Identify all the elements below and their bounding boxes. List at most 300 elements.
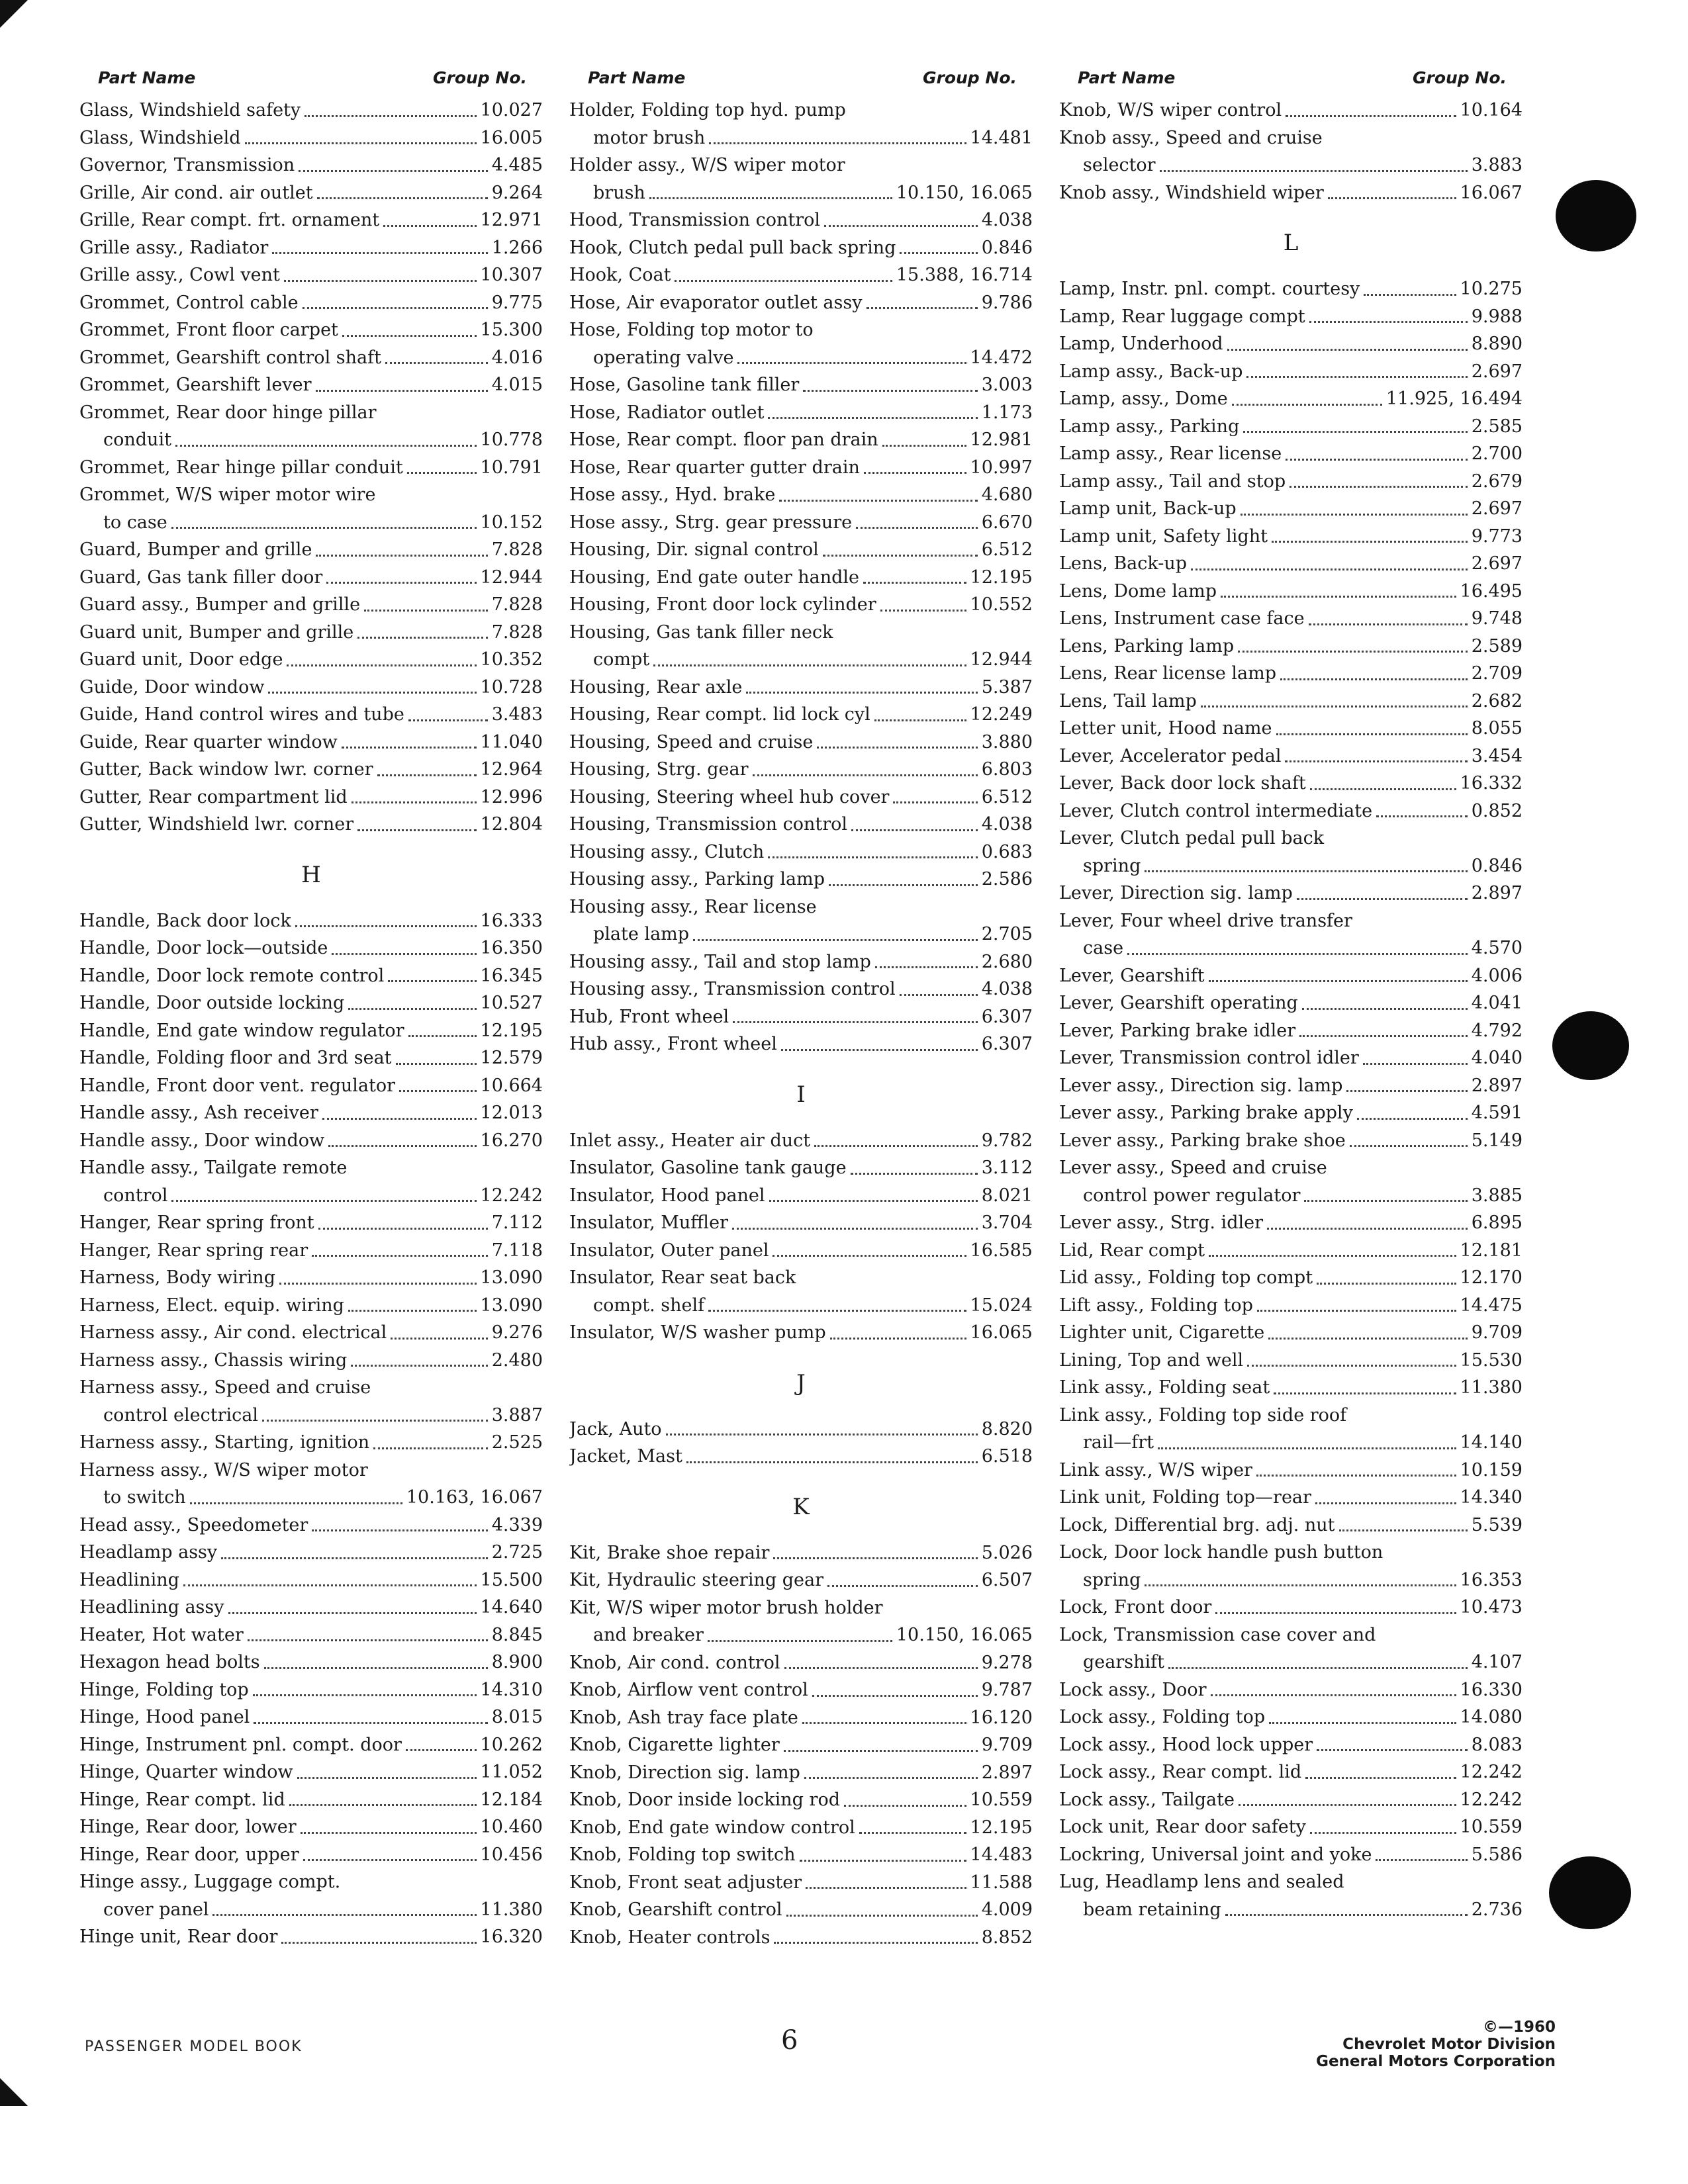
index-entry (1059, 1264, 1523, 1292)
index-entry (79, 934, 543, 962)
group-number: 15.500 (480, 1569, 543, 1590)
index-entry (569, 839, 1033, 866)
index-entry (1059, 1512, 1523, 1539)
group-number: 10.159 (1460, 1459, 1523, 1480)
index-entry (569, 1030, 1033, 1058)
part-name: Link assy., W/S wiper (1059, 1459, 1252, 1480)
part-name: Insulator, Gasoline tank gauge (569, 1158, 847, 1178)
group-number: 10.275 (1460, 279, 1523, 299)
group-number: 9.787 (981, 1680, 1033, 1700)
dot-leader (786, 1915, 978, 1917)
dot-leader (1221, 596, 1456, 598)
group-number: 12.195 (480, 1020, 543, 1041)
dot-leader (779, 500, 977, 502)
dot-leader (1310, 788, 1456, 790)
dot-leader (190, 1502, 402, 1504)
index-entry (79, 1319, 543, 1347)
group-number: 8.900 (491, 1652, 543, 1672)
index-entry (1059, 1127, 1523, 1155)
dot-leader (357, 829, 476, 831)
dot-leader (279, 1283, 477, 1285)
dot-leader (1309, 321, 1468, 323)
group-number: 8.021 (981, 1185, 1033, 1206)
index-entry (79, 729, 543, 756)
index-entry (1059, 989, 1523, 1017)
dot-leader (693, 939, 978, 941)
part-name-continued: rail—frt (1083, 1432, 1154, 1453)
group-number: 16.345 (480, 965, 543, 986)
dot-leader (171, 1200, 476, 1202)
group-number: 9.264 (491, 182, 543, 203)
part-name: Harness assy., Speed and cruise (79, 1377, 371, 1398)
dot-leader (1211, 1694, 1456, 1696)
part-name-header: Part Name (588, 68, 686, 87)
dot-leader (297, 1777, 477, 1779)
dot-leader (1232, 404, 1382, 406)
dot-leader (851, 829, 978, 831)
group-number: 16.065 (970, 1322, 1033, 1343)
dot-leader (1227, 349, 1468, 351)
group-number: 5.539 (1471, 1514, 1523, 1535)
dot-leader (769, 1200, 978, 1202)
dot-leader (1215, 1612, 1456, 1614)
dot-leader (272, 252, 487, 254)
group-number: 13.090 (480, 1295, 543, 1316)
dot-leader (806, 1887, 966, 1889)
group-number: 2.480 (491, 1349, 543, 1371)
part-name: Lamp assy., Parking (1059, 416, 1240, 437)
group-number: 10.163, 16.067 (406, 1487, 543, 1508)
group-number: 12.249 (970, 704, 1033, 725)
index-entry (1059, 578, 1523, 606)
dot-leader (332, 953, 476, 955)
part-name: Housing, Steering wheel hub cover (569, 786, 890, 807)
index-entry (569, 1731, 1033, 1759)
group-number: 2.736 (1471, 1899, 1523, 1920)
dot-leader (827, 1585, 978, 1587)
index-entry (569, 756, 1033, 784)
dot-leader (391, 1338, 487, 1340)
index-entry (1059, 880, 1523, 907)
group-number: 12.971 (480, 210, 543, 230)
dot-leader (1127, 953, 1468, 955)
part-name: Lever, Transmission control idler (1059, 1048, 1359, 1068)
group-number: 2.585 (1471, 416, 1523, 437)
part-name: Head assy., Speedometer (79, 1514, 308, 1535)
index-entry (79, 1704, 543, 1731)
dot-leader (781, 1049, 978, 1051)
group-number: 16.353 (1460, 1569, 1523, 1590)
index-entry (1059, 688, 1523, 715)
section-letter: J (796, 1369, 806, 1396)
dot-leader (408, 719, 488, 721)
part-name: Lid assy., Folding top compt (1059, 1267, 1313, 1288)
dot-leader (183, 1584, 477, 1586)
group-number: 10.473 (1460, 1597, 1523, 1617)
group-no-header: Group No. (922, 68, 1017, 87)
part-name: Knob, Air cond. control (569, 1652, 780, 1673)
parts-index (79, 61, 1562, 2020)
group-number: 16.120 (970, 1707, 1033, 1728)
dot-leader (1280, 678, 1468, 680)
part-name: Grille, Air cond. air outlet (79, 182, 313, 203)
part-name: Housing, Rear axle (569, 676, 743, 698)
group-number: 6.803 (981, 759, 1033, 780)
group-number: 10.527 (480, 993, 543, 1013)
group-number: 4.009 (981, 1899, 1033, 1920)
dot-leader (406, 1749, 477, 1751)
dot-leader (175, 445, 477, 447)
part-name: Housing assy., Transmission control (569, 979, 896, 999)
part-name: Hose assy., Hyd. brake (569, 484, 776, 505)
dot-leader (1376, 815, 1468, 817)
group-number: 3.112 (981, 1158, 1033, 1178)
index-entry (1059, 660, 1523, 688)
part-name: Guide, Hand control wires and tube (79, 704, 404, 725)
dot-leader (824, 225, 978, 227)
part-name: Lever, Four wheel drive transfer (1059, 910, 1352, 931)
part-name: Knob, Gearshift control (569, 1899, 782, 1920)
part-name: Hinge, Rear door, lower (79, 1817, 297, 1837)
group-number: 12.579 (480, 1048, 543, 1068)
dot-leader (317, 197, 488, 199)
group-number: 15.300 (480, 320, 543, 340)
group-number: 14.481 (970, 127, 1033, 148)
index-entry (1059, 934, 1523, 962)
index-entry (79, 1127, 543, 1155)
index-entry (79, 756, 543, 784)
index-entry (79, 701, 543, 729)
index-entry (1059, 1841, 1523, 1869)
dot-leader (863, 582, 966, 584)
binder-hole-top (1556, 180, 1636, 251)
part-name: Lid, Rear compt (1059, 1240, 1205, 1261)
index-entry (569, 344, 1033, 372)
group-number: 12.944 (480, 567, 543, 588)
part-name: Guide, Door window (79, 676, 265, 698)
part-name: Lens, Rear license lamp (1059, 663, 1277, 684)
index-entry (79, 907, 543, 935)
part-name: Lever assy., Direction sig. lamp (1059, 1075, 1343, 1096)
dot-leader (709, 142, 966, 144)
part-name: Lug, Headlamp lens and sealed (1059, 1872, 1344, 1892)
part-name: Harness assy., Air cond. electrical (79, 1322, 387, 1343)
dot-leader (812, 1695, 978, 1697)
group-number: 10.307 (480, 265, 543, 285)
part-name: Hose assy., Strg. gear pressure (569, 512, 853, 533)
dot-leader (264, 1667, 488, 1669)
dot-leader (212, 1914, 476, 1916)
group-number: 9.748 (1471, 608, 1523, 629)
dot-leader (732, 1228, 978, 1230)
index-entry (79, 1841, 543, 1869)
group-number: 16.067 (1460, 182, 1523, 203)
index-entry (1059, 1044, 1523, 1072)
index-entry (1059, 1758, 1523, 1786)
index-entry (79, 1264, 543, 1292)
group-number: 11.052 (480, 1762, 543, 1782)
part-name: Knob, Heater controls (569, 1927, 771, 1948)
part-name: Grommet, Control cable (79, 292, 299, 313)
group-number: 2.897 (981, 1762, 1033, 1783)
dot-leader (844, 1805, 966, 1807)
part-name: Hood, Transmission control (569, 210, 820, 230)
group-number: 14.340 (1460, 1487, 1523, 1508)
part-name: Lamp, assy., Dome (1059, 388, 1228, 409)
group-number: 16.585 (970, 1240, 1033, 1261)
index-entry (1059, 770, 1523, 797)
part-name: Grille assy., Radiator (79, 237, 269, 258)
group-number: 10.352 (480, 649, 543, 670)
copyright-year: ©—1960 (1482, 2019, 1556, 2036)
group-number: 9.709 (1471, 1322, 1523, 1343)
group-number: 9.988 (1471, 306, 1523, 327)
index-column-1 (79, 61, 543, 2020)
dot-leader (1145, 1584, 1456, 1586)
dot-leader (303, 307, 488, 309)
dot-leader (1276, 733, 1468, 735)
index-entry (569, 536, 1033, 564)
part-name: Harness, Elect. equip. wiring (79, 1295, 344, 1316)
group-number: 4.339 (491, 1514, 543, 1535)
part-name: Gutter, Windshield lwr. corner (79, 814, 354, 835)
group-number: 4.570 (1471, 938, 1523, 958)
part-name: Handle assy., Tailgate remote (79, 1158, 348, 1178)
dot-leader (1168, 1667, 1468, 1669)
index-entry (569, 1786, 1033, 1814)
group-number: 9.276 (491, 1322, 543, 1343)
group-number: 0.683 (981, 841, 1033, 862)
index-entry (569, 124, 1033, 152)
group-number: 9.775 (491, 292, 543, 313)
part-name: Link assy., Folding seat (1059, 1377, 1270, 1398)
dot-leader (900, 994, 978, 996)
part-name: Lockring, Universal joint and yoke (1059, 1844, 1372, 1865)
part-name: Lock, Door lock handle push button (1059, 1542, 1383, 1563)
index-entry (79, 674, 543, 702)
part-name: Harness assy., Starting, ignition (79, 1432, 370, 1453)
division-name: Chevrolet Motor Division (1342, 2036, 1556, 2053)
part-name-header: Part Name (98, 68, 196, 87)
index-entry (79, 811, 543, 839)
group-number: 2.709 (1471, 663, 1523, 684)
group-number: 11.380 (480, 1899, 543, 1920)
group-no-header: Group No. (1412, 68, 1507, 87)
section-letter: K (792, 1493, 810, 1520)
dot-leader (1269, 1722, 1456, 1724)
book-title: PASSENGER MODEL BOOK (85, 2038, 303, 2055)
group-number: 16.495 (1460, 580, 1523, 602)
dot-leader (1299, 1035, 1468, 1037)
index-entry (79, 1099, 543, 1127)
dot-leader (262, 1420, 488, 1422)
index-entry (569, 948, 1033, 976)
dot-leader (875, 966, 978, 968)
index-entry (79, 454, 543, 482)
index-entry (79, 1512, 543, 1539)
part-name: Hexagon head bolts (79, 1652, 260, 1672)
dot-leader (385, 362, 488, 364)
part-name: Knob, Door inside locking rod (569, 1790, 840, 1810)
part-name: Guard, Bumper and grille (79, 539, 312, 560)
index-entry (1059, 1182, 1523, 1210)
index-entry (569, 701, 1033, 729)
group-number: 16.330 (1460, 1679, 1523, 1700)
group-number: 12.996 (480, 786, 543, 807)
group-number: 4.040 (1471, 1048, 1523, 1068)
index-entry (1059, 1813, 1523, 1841)
part-name: Handle, Door outside locking (79, 993, 345, 1013)
group-number: 14.310 (480, 1679, 543, 1700)
part-name: Lift assy., Folding top (1059, 1295, 1253, 1316)
dot-leader (1268, 1338, 1467, 1340)
index-entry (79, 1017, 543, 1045)
dot-leader (867, 307, 978, 309)
group-number: 11.588 (970, 1872, 1033, 1893)
dot-leader (253, 1694, 477, 1696)
dot-leader (357, 637, 487, 639)
dot-leader (1286, 459, 1467, 461)
dot-leader (1256, 1475, 1456, 1477)
dot-leader (1239, 1804, 1456, 1806)
dot-leader (228, 1612, 477, 1614)
index-entry (79, 1786, 543, 1814)
part-name: Grommet, Gearshift control shaft (79, 347, 381, 368)
dot-leader (1364, 294, 1456, 296)
part-name: Glass, Windshield safety (79, 100, 301, 120)
group-number: 7.828 (491, 539, 543, 560)
part-name: Guard unit, Door edge (79, 649, 283, 670)
part-name: Housing assy., Tail and stop lamp (569, 951, 871, 972)
part-name: Kit, Brake shoe repair (569, 1542, 770, 1563)
part-name: Insulator, Muffler (569, 1212, 728, 1233)
index-entry (1059, 179, 1523, 207)
part-name: Grommet, W/S wiper motor wire (79, 484, 376, 505)
dot-leader (1201, 705, 1468, 707)
part-name: Hose, Gasoline tank filler (569, 375, 800, 395)
dot-leader (859, 1832, 966, 1834)
group-number: 4.107 (1471, 1652, 1523, 1672)
index-entry (79, 179, 543, 207)
group-number: 3.454 (1471, 745, 1523, 766)
index-entry (569, 811, 1033, 839)
dot-leader (377, 774, 477, 776)
dot-leader (322, 1118, 477, 1120)
dot-leader (653, 664, 966, 666)
group-number: 2.700 (1471, 443, 1523, 464)
index-entry (569, 234, 1033, 262)
group-number: 4.038 (981, 814, 1033, 835)
index-entry (1059, 743, 1523, 770)
group-number: 4.038 (981, 979, 1033, 999)
index-entry (79, 1237, 543, 1265)
index-entry (79, 989, 543, 1017)
dot-leader (1209, 1255, 1456, 1257)
group-number: 4.792 (1471, 1020, 1523, 1041)
part-name: Inlet assy., Heater air duct (569, 1130, 811, 1151)
index-entry (79, 646, 543, 674)
dot-leader (768, 856, 977, 858)
index-entry (79, 206, 543, 234)
index-entry (569, 1154, 1033, 1182)
dot-leader (248, 1639, 488, 1641)
dot-leader (1317, 1283, 1456, 1285)
index-entry (1059, 1649, 1523, 1676)
part-name: Hose, Rear compt. floor pan drain (569, 430, 878, 450)
group-number: 4.591 (1471, 1103, 1523, 1123)
group-number: 2.697 (1471, 361, 1523, 382)
dot-leader (364, 610, 488, 612)
part-name: Insulator, Hood panel (569, 1185, 765, 1206)
part-name: Knob, Direction sig. lamp (569, 1762, 800, 1783)
index-entry (1059, 605, 1523, 633)
group-number: 7.112 (491, 1212, 543, 1233)
group-number: 14.472 (970, 347, 1033, 368)
group-number: 7.828 (491, 594, 543, 615)
part-name: Lock, Transmission case cover and (1059, 1624, 1376, 1645)
group-number: 2.586 (981, 869, 1033, 889)
part-name: Handle, Door lock remote control (79, 965, 385, 986)
group-number: 5.387 (981, 676, 1033, 698)
dot-leader (708, 1310, 966, 1312)
dot-leader (864, 472, 966, 474)
part-name: Lamp assy., Rear license (1059, 443, 1282, 464)
index-entry (79, 316, 543, 344)
index-entry (1059, 303, 1523, 331)
dot-leader (305, 115, 476, 117)
dot-leader (1289, 486, 1468, 488)
dot-leader (245, 142, 477, 144)
part-name: Lamp assy., Tail and stop (1059, 471, 1286, 492)
part-name: Handle, Front door vent. regulator (79, 1075, 396, 1096)
dot-leader (348, 1008, 476, 1010)
dot-leader (1267, 1228, 1468, 1230)
dot-leader (851, 1173, 978, 1175)
part-name: Housing assy., Parking lamp (569, 869, 825, 889)
group-number: 8.890 (1471, 334, 1523, 354)
group-number: 0.852 (1471, 800, 1523, 821)
dot-leader (328, 1145, 476, 1147)
part-name: Hinge, Instrument pnl. compt. door (79, 1734, 402, 1755)
index-entry (569, 1539, 1033, 1567)
index-entry (569, 481, 1033, 509)
part-name: Lens, Back-up (1059, 553, 1188, 574)
part-name: Guide, Rear quarter window (79, 731, 338, 752)
index-entry (79, 1813, 543, 1841)
group-number: 2.725 (491, 1542, 543, 1563)
part-name: Grommet, Rear hinge pillar conduit (79, 457, 403, 478)
part-name: Lens, Tail lamp (1059, 690, 1197, 711)
group-number: 6.518 (981, 1446, 1033, 1467)
index-entry (79, 1484, 543, 1512)
part-name: Gutter, Rear compartment lid (79, 786, 348, 807)
dot-leader (784, 1667, 978, 1669)
part-name: Knob assy., Windshield wiper (1059, 182, 1324, 203)
index-entry (569, 1319, 1033, 1347)
group-number: 6.307 (981, 1034, 1033, 1054)
dot-leader (373, 1447, 488, 1449)
index-entry (569, 1237, 1033, 1265)
group-number: 10.150, 16.065 (896, 1625, 1033, 1645)
part-name: Holder, Folding top hyd. pump (569, 100, 846, 120)
index-entry (1059, 1731, 1523, 1759)
part-name: Insulator, Outer panel (569, 1240, 769, 1261)
index-entry (79, 1072, 543, 1100)
index-entry (569, 289, 1033, 317)
index-entry (569, 206, 1033, 234)
group-number: 8.055 (1471, 718, 1523, 739)
dot-leader (348, 1310, 477, 1312)
